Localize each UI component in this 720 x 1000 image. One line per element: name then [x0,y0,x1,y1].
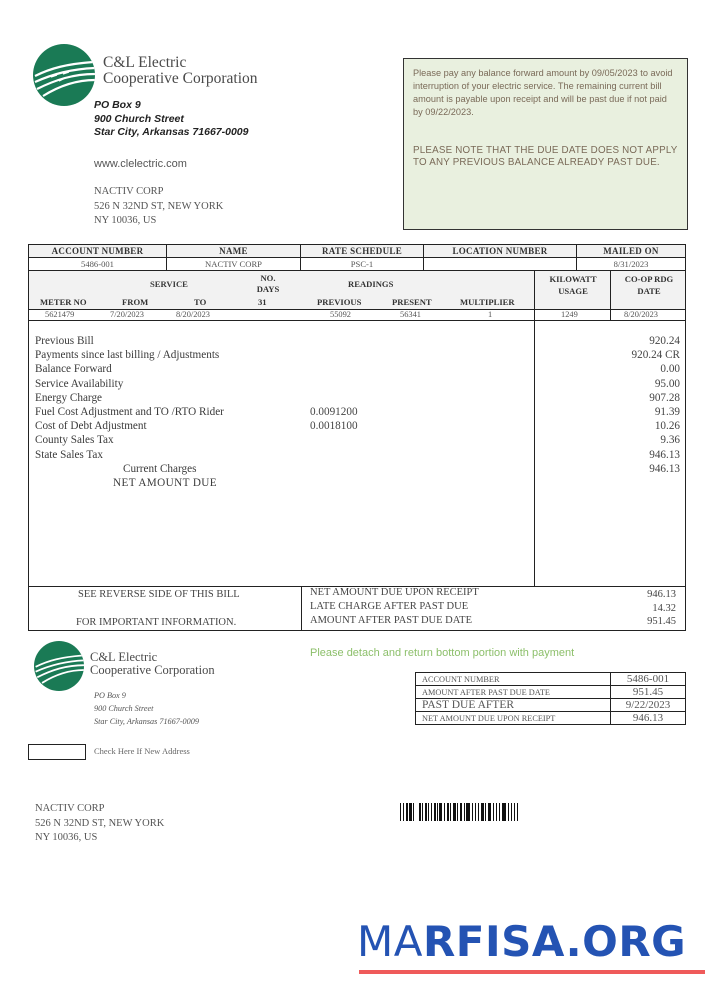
meter-no-value: 5621479 [45,310,75,319]
company-name: C&L Electric Cooperative Corporation [103,54,258,88]
kilowatt-usage-header: KILOWATT USAGE [549,274,597,296]
company-website[interactable]: www.clelectric.com [94,158,187,170]
current-charges-label: Current Charges [123,462,197,475]
charge-amount: 920.24 CR [631,349,680,362]
payment-notice-box [403,58,688,230]
charge-label: Previous Bill [35,335,94,347]
payment-stub-table [415,672,686,725]
charge-label: Balance Forward [35,363,112,376]
charge-label: Service Availability [35,377,124,390]
account-info-table [28,244,686,271]
stub-company-name: C&L Electric Cooperative Corporation [90,650,215,678]
divider [534,320,535,586]
field-lines-icon [33,44,95,106]
important-info-note: FOR IMPORTANT INFORMATION. [76,617,237,628]
charge-amount: 946.13 [649,448,680,461]
postal-barcode [400,803,650,821]
net-amount-upon-receipt-value: 946.13 [647,589,676,600]
charges-rates [310,405,358,433]
charge-amount: 0.00 [660,363,680,376]
multiplier-header: MULTIPLIER [460,297,515,307]
stub-net-amount-label: NET AMOUNT DUE UPON RECEIPT [416,712,611,725]
stub-company-address: PO Box 9 900 Church Street Star City, Arkansas 71667-0009 [94,691,199,726]
meter-no-header: METER NO [40,297,87,307]
kilowatt-usage-value: 1249 [561,310,578,319]
name-value: NACTIV CORP [167,258,301,271]
stub-past-due-after-label: PAST DUE AFTER [416,699,611,712]
previous-value: 55092 [330,310,351,319]
rate-schedule-header: RATE SCHEDULE [301,245,424,258]
coop-rdg-date-value: 8/20/2023 [624,310,658,319]
mailed-on-value: 8/31/2023 [577,258,686,271]
present-value: 56341 [400,310,421,319]
payment-notice-text: Please pay any balance forward amount by 09/05/2023 to avoid interruption of your electric service. The remaining current bill amount is payable upon receipt and will be past due if not paid by 09/22/2023. [413,68,673,118]
stub-amount-after-due-value: 951.45 [611,686,686,699]
present-header: PRESENT [392,297,432,307]
detach-instruction: Please detach and return bottom portion with payment [310,647,575,659]
multiplier-value: 1 [488,310,493,319]
see-reverse-note: SEE REVERSE SIDE OF THIS BILL [78,589,240,600]
stub-amount-after-due-label: AMOUNT AFTER PAST DUE DATE [416,686,611,699]
readings-header: READINGS [348,279,394,289]
to-value: 8/20/2023 [176,310,210,319]
days-value: 31 [258,297,267,307]
customer-address: NACTIV CORP 526 N 32ND ST, NEW YORK NY 10036, US [94,186,224,227]
charge-amount: 91.39 [654,406,680,419]
new-address-checkbox[interactable] [28,744,86,760]
stub-company-logo [34,641,84,691]
name-header: NAME [167,245,301,258]
charge-amount: 907.28 [649,391,680,404]
charge-amount: 95.00 [654,377,680,390]
charge-rate: 0.0091200 [310,406,358,418]
net-amount-upon-receipt-label: NET AMOUNT DUE UPON RECEIPT [310,587,479,598]
company-logo [33,44,95,106]
charge-label: Cost of Debt Adjustment [35,420,147,433]
charges-labels [35,334,224,490]
watermark-underline [359,970,705,974]
new-address-label: Check Here If New Address [94,746,190,756]
marfisa-watermark: MARFISA.ORG [357,917,687,966]
coop-rdg-date-header: CO-OP RDG DATE [624,274,674,296]
charge-amount: 920.24 [649,335,680,347]
late-charge-value: 14.32 [652,603,676,614]
charge-label: Fuel Cost Adjustment and TO /RTO Rider [35,406,224,419]
amount-after-due-label: AMOUNT AFTER PAST DUE DATE [310,615,472,626]
previous-header: PREVIOUS [317,297,362,307]
past-due-notice: PLEASE NOTE THAT THE DUE DATE DOES NOT APPLY TO ANY PREVIOUS BALANCE ALREADY PAST DUE. [413,145,678,168]
to-header: TO [194,297,207,307]
account-number-value: 5486-001 [29,258,167,271]
charge-rate: 0.0018100 [310,420,358,433]
amount-after-due-value: 951.45 [647,616,676,627]
charge-label: Payments since last billing / Adjustments [35,349,220,362]
field-lines-icon [34,641,84,691]
stub-customer-address: NACTIV CORP 526 N 32ND ST, NEW YORK NY 10036, US [35,803,165,844]
company-address: PO Box 9 900 Church Street Star City, Arkansas 71667-0009 [94,99,249,139]
late-charge-label: LATE CHARGE AFTER PAST DUE [310,601,469,612]
location-number-header: LOCATION NUMBER [424,245,577,258]
mailed-on-header: MAILED ON [577,245,686,258]
charge-amount: 10.26 [654,420,680,433]
charge-label: County Sales Tax [35,434,114,447]
rate-schedule-value: PSC-1 [301,258,424,271]
charges-amounts [560,334,680,476]
stub-account-number-value: 5486-001 [611,673,686,686]
charge-amount: 9.36 [660,434,680,447]
stub-account-number-label: ACCOUNT NUMBER [416,673,611,686]
location-number-value [424,258,577,271]
divider [301,586,302,631]
account-number-header: ACCOUNT NUMBER [29,245,167,258]
no-days-header: NO. DAYS [256,273,280,294]
charge-label: Energy Charge [35,391,103,404]
stub-net-amount-value: 946.13 [611,712,686,725]
service-header: SERVICE [150,279,188,289]
from-header: FROM [122,297,149,307]
from-value: 7/20/2023 [110,310,144,319]
charge-label: State Sales Tax [35,448,103,461]
current-charges-amount: 946.13 [649,462,680,475]
stub-past-due-after-value: 9/22/2023 [611,699,686,712]
net-amount-due-label: NET AMOUNT DUE [113,477,218,490]
